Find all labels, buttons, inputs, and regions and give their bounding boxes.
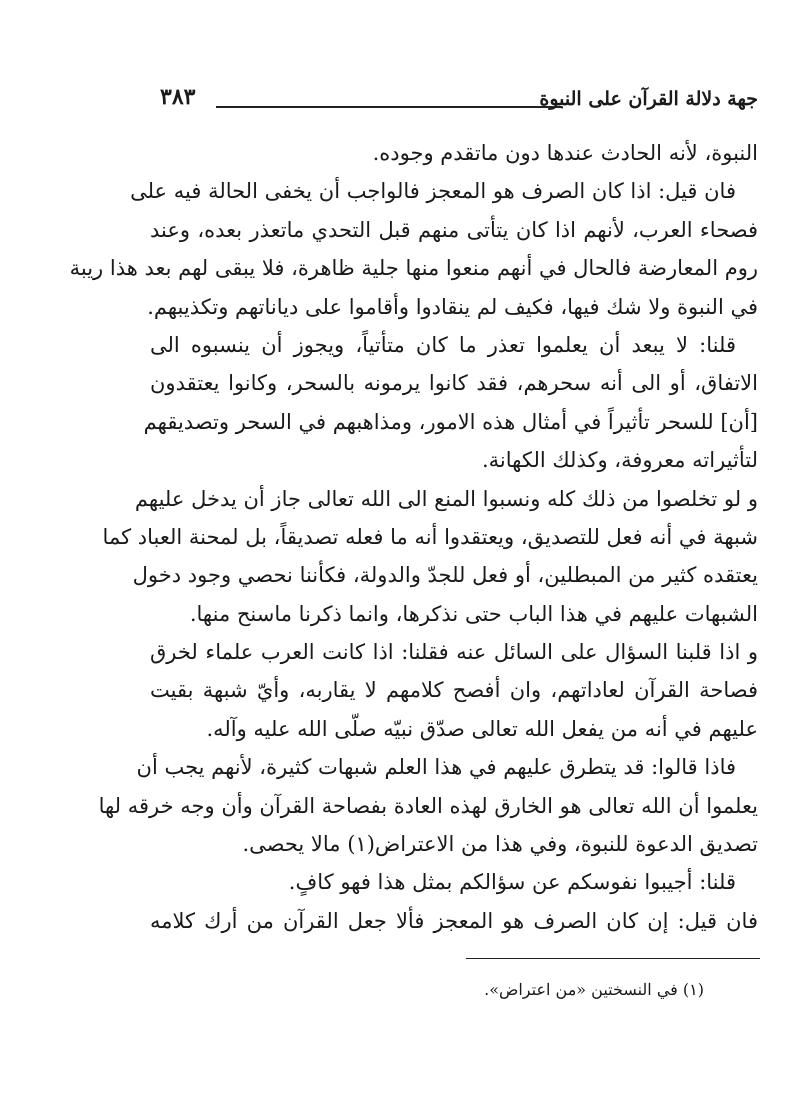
text-line: [أن] للسحر تأثيراً في أمثال هذه الامور، ومذاهبهم في السحر وتصديقهم bbox=[143, 409, 758, 434]
text-line: قلنا: لا يبعد أن يعلموا تعذر ما كان متأتياً، ويجوز أن ينسبوه الى bbox=[150, 332, 736, 357]
text-line: فصحاء العرب، لأنهم اذا كان يتأتى منهم قبل التحدي ماتعذر بعده، وعند bbox=[150, 217, 758, 242]
text-line: لتأثيراته معروفة، وكذلك الكهانة. bbox=[482, 448, 758, 473]
page-number: ٣٨٣ bbox=[160, 84, 196, 110]
text-line: فان قيل: اذا كان الصرف هو المعجز فالواجب أن يخفى الحالة فيه على bbox=[130, 179, 736, 204]
text-line: الشبهات عليهم في هذا الباب حتى نذكرها، وانما ذكرنا ماسنح منها. bbox=[189, 601, 758, 626]
text-line: روم المعارضة فالحال في أنهم منعوا منها جلية ظاهرة، فلا يبقى لهم بعد هذا ريبة bbox=[69, 256, 758, 281]
text-line: قلنا: أجيبوا نفوسكم عن سؤالكم بمثل هذا فهو كافٍ. bbox=[288, 870, 736, 895]
header-rule bbox=[216, 106, 562, 108]
text-line: النبوة، لأنه الحادث عندها دون ماتقدم وجوده. bbox=[372, 141, 758, 165]
text-line: يعتقده كثير من المبطلين، أو فعل للجدّ والدولة، فكأننا نحصي وجود دخول bbox=[132, 563, 758, 588]
running-header bbox=[160, 84, 758, 118]
text-line: فاذا قالوا: قد يتطرق عليهم في هذا العلم شبهات كثيرة، لأنهم يجب أن bbox=[136, 755, 736, 780]
text-line: تصديق الدعوة للنبوة، وفي هذا من الاعتراض(١) مالا يحصى. bbox=[242, 832, 758, 857]
footnote: (١) في النسختين «من اعتراض». bbox=[484, 980, 704, 999]
footnote-rule bbox=[466, 958, 760, 959]
text-line: و اذا قلبنا السؤال على السائل عنه فقلنا: اذا كانت العرب علماء لخرق bbox=[150, 640, 758, 665]
text-line: شبهة في أنه فعل للتصديق، ويعتقدوا أنه ما فعله تصديقاً، بل لمحنة العباد كما bbox=[102, 524, 758, 549]
text-line: في النبوة ولا شك فيها، فكيف لم ينقادوا وأقاموا على دياناتهم وتكذيبهم. bbox=[147, 294, 758, 319]
text-line: و لو تخلصوا من ذلك كله ونسبوا المنع الى الله تعالى جاز أن يدخل عليهم bbox=[134, 486, 758, 511]
text-line: عليهم في أنه من يفعل الله تعالى صدّق نبيّه صلّى الله عليه وآله. bbox=[206, 716, 758, 741]
header-title: جهة دلالة القرآن على النبوة bbox=[539, 88, 758, 110]
text-line: فصاحة القرآن لعاداتهم، وان أفصح كلامهم لا يقاربه، وأيّ شبهة بقيت bbox=[150, 678, 758, 703]
text-line: فان قيل: إن كان الصرف هو المعجز فألا جعل القرآن من أرك كلامه bbox=[150, 908, 758, 933]
text-line: الاتفاق، أو الى أنه سحرهم، فقد كانوا يرمونه بالسحر، وكانوا يعتقدون bbox=[150, 371, 758, 396]
text-line: يعلموا أن الله تعالى هو الخارق لهذه العادة بفصاحة القرآن وأن وجه خرقه لها bbox=[98, 793, 758, 818]
body-text bbox=[69, 134, 758, 940]
